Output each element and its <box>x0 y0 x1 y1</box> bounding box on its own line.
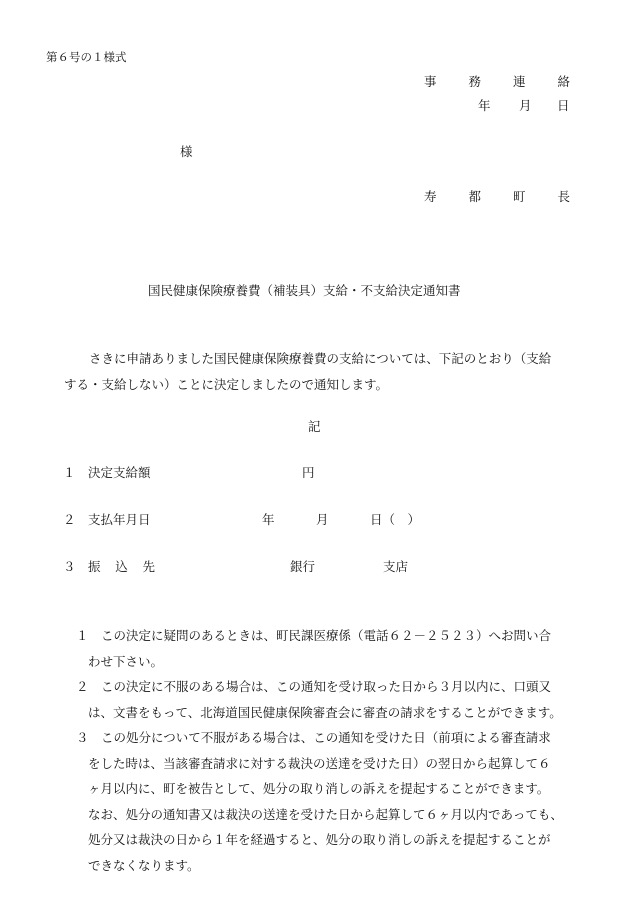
form-number: 第６号の１様式 <box>46 50 127 64</box>
sender-label <box>424 191 570 204</box>
body-line: さきに申請ありました国民健康保険療養費の支給については、下記のとおり（支給 <box>89 351 552 366</box>
note-first-line <box>76 674 562 700</box>
note-text: をした時は、当該審査請求に対する裁決の送達を受けた日）の翌日から起算して６ <box>88 755 551 771</box>
note-3 <box>76 725 563 878</box>
note-text: わせ下さい。 <box>88 653 164 669</box>
office-contact-label <box>424 76 570 89</box>
item-number: ３ <box>63 559 76 574</box>
sender-char: 町 <box>512 189 526 204</box>
note-text: この処分について不服がある場合は、この通知を受けた日（前項による審査請求 <box>101 730 551 745</box>
document-title: 国民健康保険療養費（補装具）支給・不支給決定通知書 <box>148 283 461 298</box>
item-label-transfer-destination <box>88 561 155 574</box>
addressee-suffix: 様 <box>180 144 193 159</box>
office-contact-char: 連 <box>512 74 526 89</box>
payment-day: 日（ ） <box>370 512 421 527</box>
note-text: この決定に不服のある場合は、この通知を受け取った日から３月以内に、口頭又 <box>101 679 552 694</box>
branch-label: 支店 <box>383 559 409 574</box>
sender-char: 長 <box>557 189 570 204</box>
note-text: この決定に疑問のあるときは、町民課医療係（電話６２－２５２３）へお問い合 <box>101 628 552 643</box>
office-contact-char: 事 <box>424 74 437 89</box>
note-text: 処分又は裁決の日から１年を経過すると、処分の取り消しの訴えを提起することが <box>88 832 551 847</box>
note-2 <box>76 674 562 725</box>
amount-unit: 円 <box>302 465 315 480</box>
note-text: ヶ月以内に、町を被告として、処分の取り消しの訴えを提起することができます。 <box>88 781 550 796</box>
transfer-label-char: 振 <box>88 559 101 574</box>
note-first-line <box>76 623 551 649</box>
transfer-label-char: 先 <box>142 559 155 574</box>
date-year: 年 <box>478 98 491 113</box>
note-number: ３ <box>76 730 89 745</box>
date-month: 月 <box>519 98 532 113</box>
sender-char: 寿 <box>424 189 437 204</box>
body-paragraph <box>64 346 551 397</box>
note-text: なお、処分の通知書又は裁決の送達を受けた日から起算して６ヶ月以内であっても、 <box>88 806 563 822</box>
item-number: ２ <box>63 512 76 527</box>
transfer-label-char: 込 <box>115 559 128 574</box>
item-label-payment-amount: 決定支給額 <box>88 465 151 480</box>
body-line: する・支給しない）ことに決定しましたので通知します。 <box>64 376 389 392</box>
item-label-payment-date: 支払年月日 <box>88 512 151 527</box>
note-first-line <box>76 725 563 751</box>
date-day: 日 <box>557 98 570 113</box>
note-text: は、文書をもって、北海道国民健康保険審査会に審査の請求をすることができます。 <box>88 704 562 720</box>
note-text: できなくなります。 <box>88 857 200 873</box>
note-number: １ <box>76 628 89 643</box>
office-contact-char: 務 <box>468 74 481 89</box>
item-number: １ <box>63 465 76 480</box>
note-1 <box>76 623 551 674</box>
sender-char: 都 <box>468 189 481 204</box>
note-number: ２ <box>76 679 89 694</box>
payment-month: 月 <box>316 512 329 527</box>
payment-year: 年 <box>262 512 275 527</box>
record-mark: 記 <box>308 419 321 434</box>
office-contact-char: 絡 <box>557 74 570 89</box>
bank-label: 銀行 <box>290 559 316 574</box>
